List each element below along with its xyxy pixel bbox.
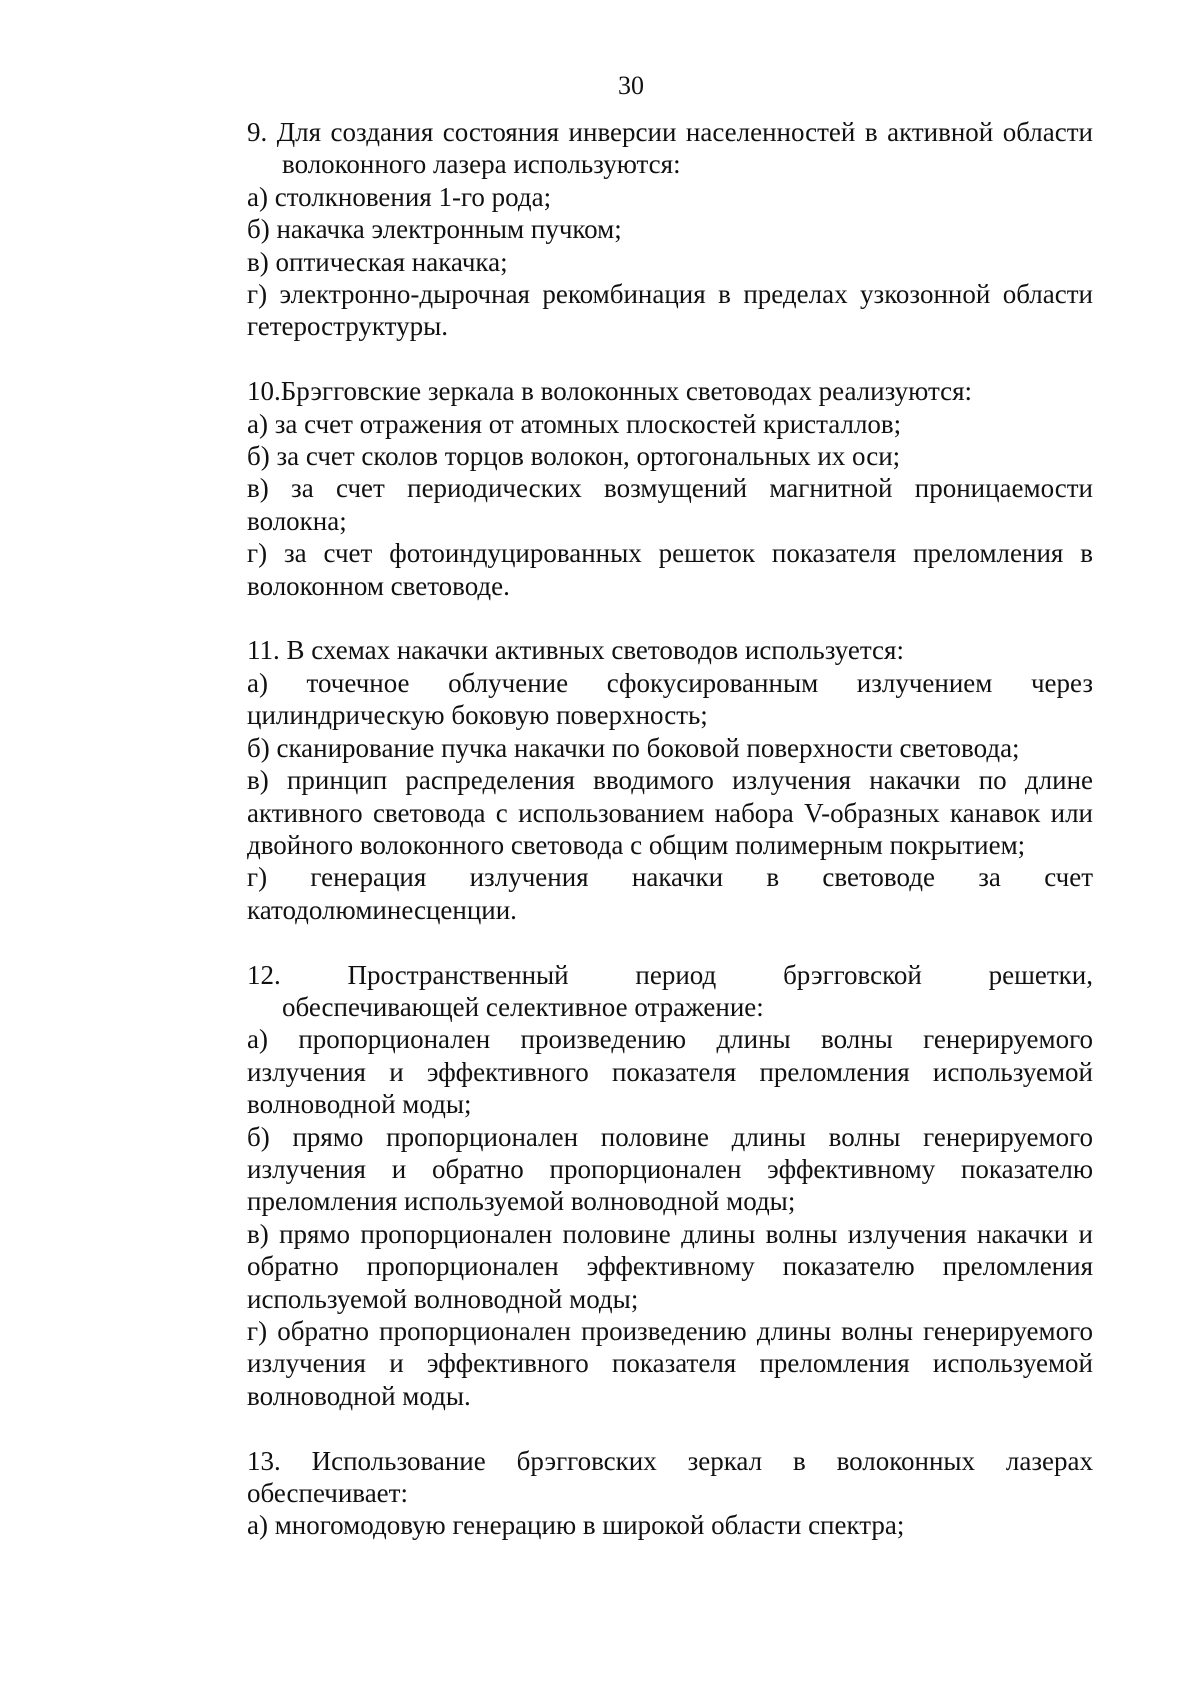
answer-option: а) многомодовую генерацию в широкой области спектра;	[247, 1509, 1093, 1541]
answer-option: а) за счет отражения от атомных плоскостей кристаллов;	[247, 408, 1093, 440]
page-number: 30	[0, 70, 1200, 102]
question-11	[247, 634, 1093, 926]
question-title: 11. В схемах накачки активных световодов используется:	[247, 634, 1093, 666]
question-12	[247, 959, 1093, 1413]
questions-list	[247, 116, 1093, 1574]
answer-option: г) обратно пропорционален произведению длины волны генерируемого излучения и эффективного показателя преломления используемой волноводной моды.	[247, 1315, 1093, 1412]
answer-option: а) пропорционален произведению длины волны генерируемого излучения и эффективного показателя преломления используемой волноводной моды;	[247, 1023, 1093, 1120]
answer-option: б) прямо пропорционален половине длины волны генерируемого излучения и обратно пропорционален эффективному показателю преломления используемой волноводной моды;	[247, 1121, 1093, 1218]
answer-option: а) столкновения 1-го рода;	[247, 181, 1093, 213]
question-title: 9. Для создания состояния инверсии населенностей в активной области волоконного лазера используются:	[247, 116, 1093, 181]
answer-option: б) сканирование пучка накачки по боковой поверхности световода;	[247, 732, 1093, 764]
answer-option: г) генерация излучения накачки в световоде за счет катодолюминесценции.	[247, 861, 1093, 926]
answer-option: г) за счет фотоиндуцированных решеток показателя преломления в волоконном световоде.	[247, 537, 1093, 602]
question-title: 10.Брэгговские зеркала в волоконных световодах реализуются:	[247, 375, 1093, 407]
answer-option: б) накачка электронным пучком;	[247, 213, 1093, 245]
answer-option: б) за счет сколов торцов волокон, ортогональных их оси;	[247, 440, 1093, 472]
question-10	[247, 375, 1093, 602]
answer-option: в) оптическая накачка;	[247, 246, 1093, 278]
question-title-continuation: обеспечивающей селективное отражение:	[247, 991, 1093, 1023]
question-9	[247, 116, 1093, 343]
question-13	[247, 1445, 1093, 1542]
question-title: 13. Использование брэгговских зеркал в волоконных лазерах обеспечивает:	[247, 1445, 1093, 1510]
question-title: 12. Пространственный период брэгговской решетки,	[247, 959, 1093, 991]
answer-option: г) электронно-дырочная рекомбинация в пределах узкозонной области гетероструктуры.	[247, 278, 1093, 343]
answer-option: а) точечное облучение сфокусированным излучением через цилиндрическую боковую поверхность;	[247, 667, 1093, 732]
answer-option: в) прямо пропорционален половине длины волны излучения накачки и обратно пропорционален эффективному показателю преломления используемой волноводной моды;	[247, 1218, 1093, 1315]
document-page	[0, 0, 1200, 1697]
answer-option: в) принцип распределения вводимого излучения накачки по длине активного световода с использованием набора V-образных канавок или двойного волоконного световода с общим полимерным покрытием;	[247, 764, 1093, 861]
answer-option: в) за счет периодических возмущений магнитной проницаемости волокна;	[247, 472, 1093, 537]
